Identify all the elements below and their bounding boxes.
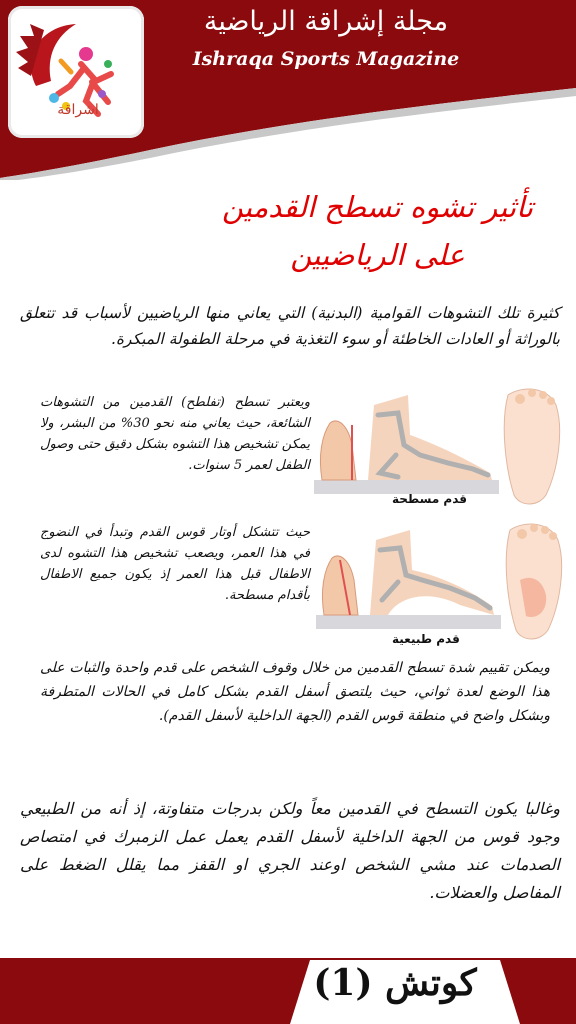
magazine-logo: [8, 6, 144, 138]
normal-foot-figure: [310, 520, 572, 645]
paragraph-flatfoot-prevalence: ويعتبر تسطح (تفلطح) القدمين من التشوهات الشائعة، حيث يعاني منه نحو 30% من البشر، ولا يمكن تشخيص هذا التشوه بشكل دقيق حتى وصول الطفل لعمر 5 سنوات.: [40, 395, 311, 473]
article-title-line1: تأثير تشوه تسطح القدمين: [221, 190, 534, 224]
paragraph-assessment: ويمكن تقييم شدة تسطح القدمين من خلال وقوف الشخص على قدم واحدة والثبات على هذا الوضع لعدة ثواني، حيث يلتصق أسفل القدم بشكل كامل في الحالات المتطرفة وبشكل واضح في منطقة قوس القدم (الجهة الداخلية لأسفل القدم).: [40, 660, 550, 724]
logo-box[interactable]: [8, 6, 144, 138]
article-title-line2: على الرياضيين: [290, 238, 465, 272]
paragraph-arch-function: وغالبا يكون التسطح في القدمين معاً ولكن بدرجات متفاوتة، إذ أنه من الطبيعي وجود قوس من الجهة الداخلية لأسفل القدم يعمل عمل الزمبرك في امتصاص الصدمات عند مشي الشخص اوعند الجري او القفز مما يقلل الضغط على المفاصل والعضلات.: [20, 799, 560, 902]
paragraph-arch-formation: حيث تتشكل أوتار قوس القدم وتبدأ في النضوج في هذا العمر، ويصعب تشخيص هذا التشوه لدى الاطفال قبل هذا العمر إذ يكون جميع الاطفال بأقدام مسطحة.: [40, 525, 310, 603]
logo-text: اشراقة: [57, 102, 99, 118]
episode-label: كوتش (1): [313, 962, 477, 1004]
intro-paragraph: كثيرة تلك التشوهات القوامية (البدنية) التي يعاني منها الرياضيين لأسباب قد تتعلق بالوراثة أو العادات الخاطئة أو سوء التغذية في مرحلة الطفولة المبكرة.: [20, 304, 560, 348]
normal-foot-illustration: [310, 520, 572, 645]
magazine-title-arabic: مجلة إشراقة الرياضية: [203, 6, 449, 37]
magazine-title-english: Ishraqa Sports Magazine: [192, 48, 460, 70]
flat-foot-caption: قدم مسطحة: [392, 492, 468, 506]
normal-foot-caption: قدم طبيعية: [392, 632, 460, 646]
